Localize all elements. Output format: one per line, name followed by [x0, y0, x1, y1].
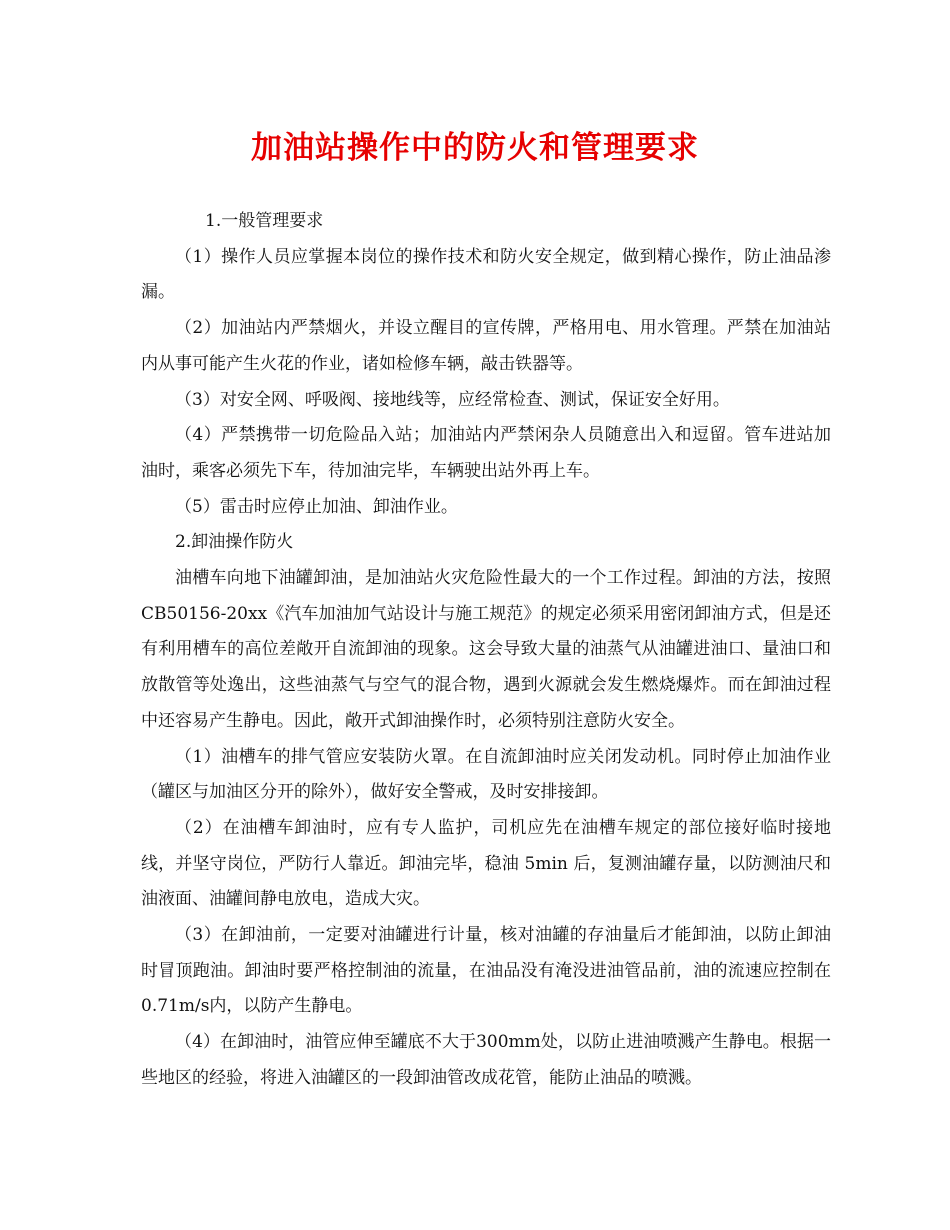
body-paragraph: （4）严禁携带一切危险品入站；加油站内严禁闲杂人员随意出入和逗留。管车进站加油时，乘客必须先下车，待加油完毕，车辆驶出站外再上车。 — [141, 425, 831, 481]
section-heading: 1.一般管理要求 — [205, 211, 324, 231]
body-paragraph: （1）油槽车的排气管应安装防火罩。在自流卸油时应关闭发动机。同时停止加油作业（罐区与加油区分开的除外），做好安全警戒，及时安排接卸。 — [141, 746, 831, 803]
body-paragraph: （1）操作人员应掌握本岗位的操作技术和防火安全规定，做到精心操作，防止油品渗漏。 — [141, 246, 831, 303]
body-paragraph: （5）雷击时应停止加油、卸油作业。 — [175, 496, 458, 517]
body-paragraph: （4）在卸油时，油管应伸至罐底不大于300mm处，以防止进油喷溅产生静电。根据一些地区的经验，将进入油罐区的一段卸油管改成花管，能防止油品的喷溅。 — [141, 1032, 831, 1088]
body-paragraph: （3）在卸油前，一定要对油罐进行计量，核对油罐的存油量后才能卸油，以防止卸油时冒顶跑油。卸油时要严格控制油的流量，在油品没有淹没进油管品前，油的流速应控制在0.71m/s内，以防产生静电。 — [141, 925, 831, 1017]
section-heading: 2.卸油操作防火 — [175, 532, 294, 553]
body-paragraph: （2）在油槽车卸油时，应有专人监护，司机应先在油槽车规定的部位接好临时接地线，并坚守岗位，严防行人靠近。卸油完毕，稳油 5min 后，复测油罐存量，以防测油尺和油液面、油罐间静电放电，造成大灾。 — [141, 817, 831, 910]
body-paragraph: 油槽车向地下油罐卸油，是加油站火灾危险性最大的一个工作过程。卸油的方法，按照CB50156-20xx《汽车加油加气站设计与施工规范》的规定必须采用密闭卸油方式，但是还有利用槽车的高位差敞开自流卸油的现象。这会导致大量的油蒸气从油罐进油口、量油口和放散管等处逸出，这些油蒸气与空气的混合物，遇到火源就会发生燃烧爆炸。而在卸油过程中还容易产生静电。因此，敞开式卸油操作时，必须特别注意防火安全。 — [141, 568, 831, 731]
body-paragraph: （3）对安全网、呼吸阀、接地线等，应经常检查、测试，保证安全好用。 — [175, 389, 730, 410]
body-paragraph: （2）加油站内严禁烟火，并设立醒目的宣传牌，严格用电、用水管理。严禁在加油站内从事可能产生火花的作业，诸如检修车辆，敲击铁器等。 — [141, 318, 831, 374]
document-body — [141, 204, 831, 1097]
document-title: 加油站操作中的防火和管理要求 — [251, 130, 699, 166]
